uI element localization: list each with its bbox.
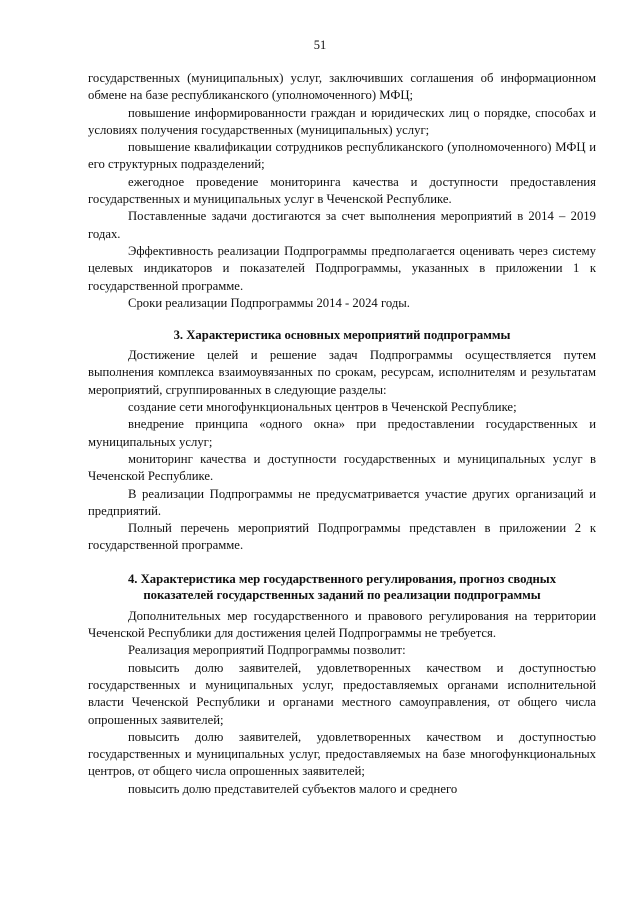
paragraph: внедрение принципа «одного окна» при предоставлении государственных и муниципальных услуг; bbox=[88, 417, 596, 449]
paragraph: мониторинг качества и доступности государственных и муниципальных услуг в Чеченской Республике. bbox=[88, 451, 596, 484]
paragraph: Поставленные задачи достигаются за счет выполнения мероприятий в 2014 – 2019 годах. bbox=[88, 209, 596, 241]
section-heading: 3. Характеристика основных мероприятий подпрограммы bbox=[173, 328, 511, 343]
paragraph: Сроки реализации Подпрограммы 2014 - 2024 годы. bbox=[128, 295, 410, 310]
paragraph: Полный перечень мероприятий Подпрограммы представлен в приложении 2 к государственной программе. bbox=[88, 521, 596, 553]
section-heading bbox=[88, 571, 596, 603]
paragraph: Эффективность реализации Подпрограммы предполагается оценивать через систему целевых индикаторов и показателей Подпрограммы, указанных в приложении 1 к государственной программе. bbox=[88, 243, 596, 293]
paragraph: повышение информированности граждан и юридических лиц о порядке, способах и условиях получения государственных (муниципальных) услуг; bbox=[88, 105, 596, 137]
paragraph: Дополнительных мер государственного и правового регулирования на территории Чеченской Республики для достижения целей Подпрограммы не требуется. bbox=[88, 608, 596, 641]
section-2-continuation bbox=[88, 70, 596, 312]
paragraph: Достижение целей и решение задач Подпрограммы осуществляется путем выполнения комплекса взаимоувязанных по срокам, ресурсам, исполнителям и результатам мероприятий, сгруппированных в следующие разделы: bbox=[88, 348, 596, 397]
page-content bbox=[88, 70, 596, 798]
section-heading-line-1: 4. Характеристика мер государственного регулирования, прогноз сводных bbox=[127, 571, 557, 586]
paragraph: повысить долю заявителей, удовлетворенных качеством и доступностью государственных и муниципальных услуг, предоставляемых на базе многофункциональных центров, от общего числа опрошенных заявителей; bbox=[88, 729, 596, 779]
page-number: 51 bbox=[313, 38, 327, 52]
paragraph: государственных (муниципальных) услуг, заключивших соглашения об информационном обмене на базе республиканского (уполномоченного) МФЦ; bbox=[88, 71, 596, 103]
section-4 bbox=[88, 571, 596, 798]
paragraph: Реализация мероприятий Подпрограммы позволит: bbox=[128, 643, 406, 658]
paragraph: повысить долю представителей субъектов малого и среднего bbox=[128, 781, 458, 796]
paragraph: ежегодное проведение мониторинга качества и доступности предоставления государственных и муниципальных услуг в Чеченской Республике. bbox=[88, 174, 596, 207]
paragraph: повышение квалификации сотрудников республиканского (уполномоченного) МФЦ и его структурных подразделений; bbox=[88, 140, 596, 172]
paragraph: создание сети многофункциональных центров в Чеченской Республике; bbox=[128, 400, 517, 415]
paragraph: повысить долю заявителей, удовлетворенных качеством и доступностью государственных и муниципальных услуг, предоставляемых органами исполнительной власти Чеченской Республики и органами местного самоуправления, от общего числа опрошенных заявителей; bbox=[88, 660, 596, 727]
section-heading-line-2: показателей государственных заданий по реализации подпрограммы bbox=[143, 587, 541, 602]
paragraph: В реализации Подпрограммы не предусматривается участие других организаций и предприятий. bbox=[88, 486, 596, 518]
section-3 bbox=[88, 327, 596, 555]
